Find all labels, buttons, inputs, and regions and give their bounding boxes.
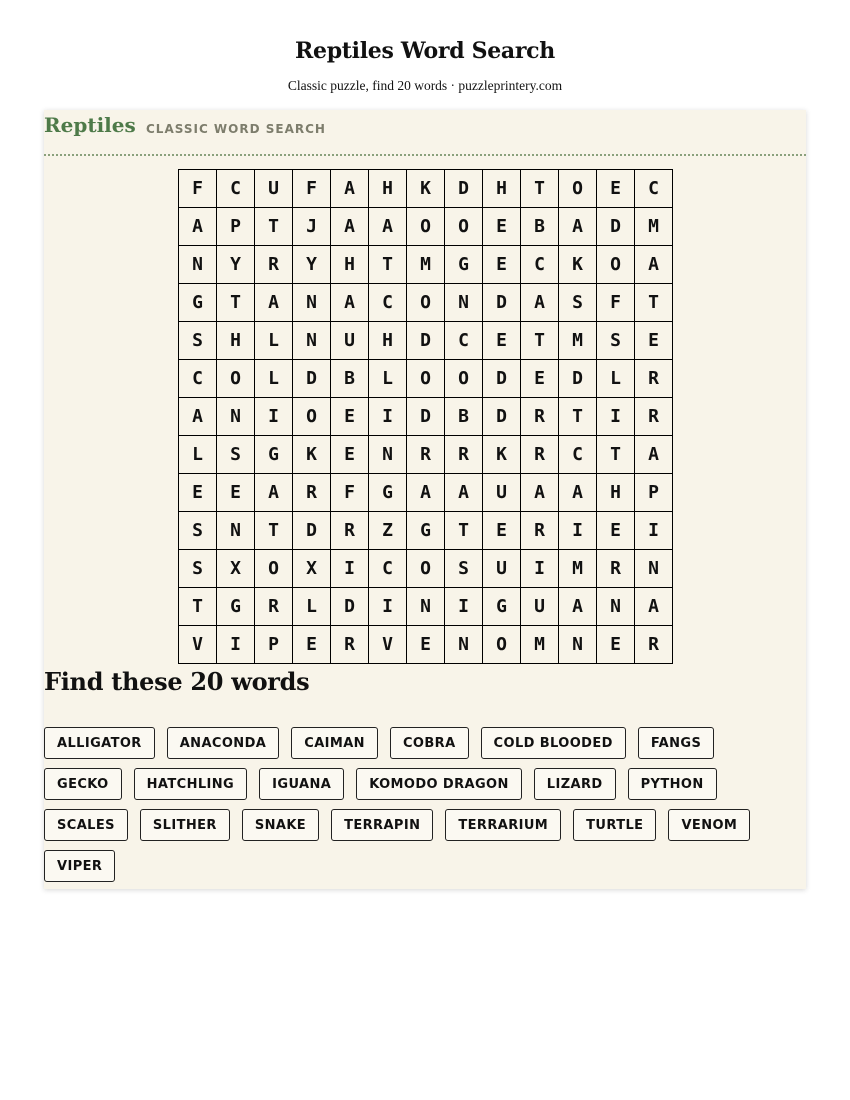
grid-cell[interactable]: E xyxy=(331,436,369,474)
grid-cell[interactable]: L xyxy=(179,436,217,474)
word-chip[interactable]: ANACONDA xyxy=(167,727,280,759)
grid-cell[interactable]: C xyxy=(635,170,673,208)
grid-cell[interactable]: N xyxy=(179,246,217,284)
grid-cell[interactable]: O xyxy=(255,550,293,588)
grid-cell[interactable]: E xyxy=(483,512,521,550)
grid-cell[interactable]: A xyxy=(179,398,217,436)
word-chip[interactable]: GECKO xyxy=(44,768,122,800)
grid-cell[interactable]: R xyxy=(293,474,331,512)
grid-cell[interactable]: F xyxy=(331,474,369,512)
grid-cell[interactable]: H xyxy=(217,322,255,360)
grid-cell[interactable]: A xyxy=(521,284,559,322)
grid-cell[interactable]: E xyxy=(179,474,217,512)
grid-cell[interactable]: T xyxy=(217,284,255,322)
grid-cell[interactable]: I xyxy=(597,398,635,436)
grid-cell[interactable]: F xyxy=(179,170,217,208)
grid-cell[interactable]: V xyxy=(179,626,217,664)
word-chip[interactable]: COLD BLOODED xyxy=(481,727,626,759)
grid-cell[interactable]: E xyxy=(217,474,255,512)
puzzle-card xyxy=(44,110,806,889)
grid-cell[interactable]: O xyxy=(217,360,255,398)
word-chip[interactable]: ALLIGATOR xyxy=(44,727,155,759)
grid-cell[interactable]: T xyxy=(597,436,635,474)
grid-cell[interactable]: G xyxy=(369,474,407,512)
grid-cell[interactable]: A xyxy=(331,170,369,208)
grid-cell[interactable]: L xyxy=(369,360,407,398)
grid-cell[interactable]: O xyxy=(407,550,445,588)
grid-cell[interactable]: S xyxy=(179,550,217,588)
grid-cell[interactable]: O xyxy=(445,208,483,246)
grid-cell[interactable]: N xyxy=(217,398,255,436)
grid-cell[interactable]: D xyxy=(483,284,521,322)
grid-cell[interactable]: M xyxy=(407,246,445,284)
grid-cell[interactable]: L xyxy=(597,360,635,398)
grid-cell[interactable]: E xyxy=(521,360,559,398)
grid-cell[interactable]: I xyxy=(445,588,483,626)
grid-cell[interactable]: A xyxy=(445,474,483,512)
grid-cell[interactable]: R xyxy=(331,626,369,664)
grid-cell[interactable]: E xyxy=(483,208,521,246)
grid-cell[interactable]: U xyxy=(521,588,559,626)
grid-cell[interactable]: R xyxy=(331,512,369,550)
grid-cell[interactable]: E xyxy=(597,626,635,664)
grid-cell[interactable]: Y xyxy=(217,246,255,284)
grid-cell[interactable]: H xyxy=(331,246,369,284)
grid-cell[interactable]: D xyxy=(597,208,635,246)
grid-cell[interactable]: T xyxy=(521,322,559,360)
grid-cell[interactable]: N xyxy=(407,588,445,626)
grid-cell[interactable]: S xyxy=(597,322,635,360)
card-tag: CLASSIC WORD SEARCH xyxy=(146,122,326,136)
grid-cell[interactable]: N xyxy=(559,626,597,664)
grid-cell[interactable]: T xyxy=(521,170,559,208)
grid-cell[interactable]: E xyxy=(483,246,521,284)
grid-cell[interactable]: N xyxy=(597,588,635,626)
grid-cell[interactable]: O xyxy=(445,360,483,398)
grid-cell[interactable]: C xyxy=(445,322,483,360)
grid-cell[interactable]: C xyxy=(369,284,407,322)
grid-cell[interactable]: E xyxy=(635,322,673,360)
word-chip[interactable]: SCALES xyxy=(44,809,128,841)
grid-cell[interactable]: C xyxy=(179,360,217,398)
grid-cell[interactable]: D xyxy=(483,360,521,398)
letter-grid xyxy=(178,169,673,664)
words-heading: Find these 20 words xyxy=(44,667,310,696)
word-chip[interactable]: VENOM xyxy=(668,809,750,841)
grid-cell[interactable]: R xyxy=(635,398,673,436)
grid-cell[interactable]: P xyxy=(217,208,255,246)
grid-cell[interactable]: A xyxy=(369,208,407,246)
grid-cell[interactable]: K xyxy=(559,246,597,284)
grid-cell[interactable]: R xyxy=(407,436,445,474)
grid-cell[interactable]: A xyxy=(521,474,559,512)
word-chip[interactable]: KOMODO DRAGON xyxy=(356,768,522,800)
grid-cell[interactable]: X xyxy=(217,550,255,588)
word-chip[interactable]: COBRA xyxy=(390,727,469,759)
grid-cell[interactable]: U xyxy=(483,474,521,512)
grid-cell[interactable]: Y xyxy=(293,246,331,284)
grid-cell[interactable]: N xyxy=(445,626,483,664)
grid-cell[interactable]: R xyxy=(521,436,559,474)
grid-cell[interactable]: L xyxy=(293,588,331,626)
grid-cell[interactable]: I xyxy=(369,398,407,436)
grid-cell[interactable]: D xyxy=(407,322,445,360)
word-chip[interactable]: TURTLE xyxy=(573,809,656,841)
grid-cell[interactable]: O xyxy=(293,398,331,436)
grid-cell[interactable]: T xyxy=(369,246,407,284)
grid-cell[interactable]: R xyxy=(521,512,559,550)
grid-cell[interactable]: T xyxy=(255,512,293,550)
grid-cell[interactable]: U xyxy=(331,322,369,360)
grid-cell[interactable]: H xyxy=(597,474,635,512)
grid-cell[interactable]: P xyxy=(635,474,673,512)
grid-cell[interactable]: G xyxy=(445,246,483,284)
grid-cell[interactable]: D xyxy=(293,512,331,550)
grid-cell[interactable]: D xyxy=(445,170,483,208)
word-chip[interactable]: SLITHER xyxy=(140,809,230,841)
word-chip[interactable]: TERRARIUM xyxy=(445,809,561,841)
grid-cell[interactable]: U xyxy=(483,550,521,588)
grid-cell[interactable]: S xyxy=(179,322,217,360)
page-subtitle: Classic puzzle, find 20 words · puzzleprintery.com xyxy=(287,78,563,93)
grid-cell[interactable]: G xyxy=(255,436,293,474)
grid-cell[interactable]: D xyxy=(559,360,597,398)
grid-cell[interactable]: R xyxy=(445,436,483,474)
grid-cell[interactable]: J xyxy=(293,208,331,246)
grid-cell[interactable]: I xyxy=(635,512,673,550)
page-title: Reptiles Word Search xyxy=(295,38,555,64)
grid-cell[interactable]: A xyxy=(559,474,597,512)
grid-cell[interactable]: A xyxy=(255,284,293,322)
grid-cell[interactable]: T xyxy=(559,398,597,436)
grid-cell[interactable]: N xyxy=(293,284,331,322)
grid-cell[interactable]: S xyxy=(445,550,483,588)
grid-cell[interactable]: D xyxy=(483,398,521,436)
grid-cell[interactable]: A xyxy=(331,208,369,246)
grid-cell[interactable]: D xyxy=(293,360,331,398)
grid-cell[interactable]: C xyxy=(559,436,597,474)
grid-cell[interactable]: V xyxy=(369,626,407,664)
grid-cell[interactable]: M xyxy=(635,208,673,246)
grid-cell[interactable]: O xyxy=(407,208,445,246)
grid-cell[interactable]: O xyxy=(483,626,521,664)
grid-cell[interactable]: D xyxy=(331,588,369,626)
grid-cell[interactable]: I xyxy=(521,550,559,588)
grid-cell[interactable]: A xyxy=(179,208,217,246)
grid-cell[interactable]: A xyxy=(635,436,673,474)
grid-cell[interactable]: I xyxy=(559,512,597,550)
grid-cell[interactable]: I xyxy=(331,550,369,588)
grid-cell[interactable]: I xyxy=(217,626,255,664)
grid-cell[interactable]: O xyxy=(407,284,445,322)
word-chip[interactable]: LIZARD xyxy=(534,768,616,800)
grid-cell[interactable]: S xyxy=(217,436,255,474)
grid-cell[interactable]: H xyxy=(483,170,521,208)
grid-cell[interactable]: C xyxy=(369,550,407,588)
word-list xyxy=(44,727,784,882)
word-chip[interactable]: SNAKE xyxy=(242,809,319,841)
grid-cell[interactable]: Z xyxy=(369,512,407,550)
grid-cell[interactable]: A xyxy=(331,284,369,322)
grid-cell[interactable]: A xyxy=(635,588,673,626)
grid-cell[interactable]: T xyxy=(179,588,217,626)
grid-cell[interactable]: L xyxy=(255,322,293,360)
grid-cell[interactable]: S xyxy=(559,284,597,322)
grid-cell[interactable]: N xyxy=(217,512,255,550)
grid-cell[interactable]: E xyxy=(331,398,369,436)
grid-cell[interactable]: M xyxy=(559,322,597,360)
grid-cell[interactable]: T xyxy=(255,208,293,246)
card-title: Reptiles xyxy=(44,113,136,137)
grid-cell[interactable]: T xyxy=(635,284,673,322)
grid-cell[interactable]: F xyxy=(293,170,331,208)
grid-cell[interactable]: R xyxy=(597,550,635,588)
grid-cell[interactable]: G xyxy=(483,588,521,626)
word-chip[interactable]: PYTHON xyxy=(628,768,717,800)
grid-cell[interactable]: R xyxy=(255,588,293,626)
grid-cell[interactable]: R xyxy=(255,246,293,284)
grid-cell[interactable]: O xyxy=(597,246,635,284)
grid-cell[interactable]: O xyxy=(559,170,597,208)
card-header xyxy=(44,110,806,156)
grid-cell[interactable]: N xyxy=(369,436,407,474)
grid-cell[interactable]: F xyxy=(597,284,635,322)
grid-cell[interactable]: E xyxy=(597,170,635,208)
grid-cell[interactable]: K xyxy=(407,170,445,208)
grid-cell[interactable]: E xyxy=(597,512,635,550)
grid-cell[interactable]: A xyxy=(255,474,293,512)
grid-cell[interactable]: N xyxy=(635,550,673,588)
grid-cell[interactable]: O xyxy=(407,360,445,398)
grid-cell[interactable]: A xyxy=(559,588,597,626)
grid-cell[interactable]: R xyxy=(635,360,673,398)
grid-cell[interactable]: D xyxy=(407,398,445,436)
grid-cell[interactable]: S xyxy=(179,512,217,550)
word-chip[interactable]: CAIMAN xyxy=(291,727,378,759)
grid-cell[interactable]: N xyxy=(445,284,483,322)
word-chip[interactable]: IGUANA xyxy=(259,768,344,800)
word-chip[interactable]: VIPER xyxy=(44,850,115,882)
word-chip[interactable]: TERRAPIN xyxy=(331,809,433,841)
grid-cell[interactable]: N xyxy=(293,322,331,360)
grid-cell[interactable]: L xyxy=(255,360,293,398)
grid-cell[interactable]: B xyxy=(445,398,483,436)
grid-cell[interactable]: G xyxy=(179,284,217,322)
grid-cell[interactable]: U xyxy=(255,170,293,208)
grid-cell[interactable]: P xyxy=(255,626,293,664)
grid-cell[interactable]: X xyxy=(293,550,331,588)
grid-cell[interactable]: A xyxy=(407,474,445,512)
grid-cell[interactable]: M xyxy=(521,626,559,664)
grid-cell[interactable]: E xyxy=(483,322,521,360)
grid-cell[interactable]: A xyxy=(635,246,673,284)
grid-cell[interactable]: G xyxy=(217,588,255,626)
grid-cell[interactable]: I xyxy=(255,398,293,436)
grid-cell[interactable]: E xyxy=(407,626,445,664)
grid-cell[interactable]: A xyxy=(559,208,597,246)
grid-cell[interactable]: R xyxy=(635,626,673,664)
grid-cell[interactable]: E xyxy=(293,626,331,664)
grid-cell[interactable]: K xyxy=(293,436,331,474)
grid-cell[interactable]: B xyxy=(521,208,559,246)
grid-cell[interactable]: K xyxy=(483,436,521,474)
grid-cell[interactable]: T xyxy=(445,512,483,550)
word-chip[interactable]: HATCHLING xyxy=(134,768,248,800)
grid-cell[interactable]: C xyxy=(521,246,559,284)
word-chip[interactable]: FANGS xyxy=(638,727,714,759)
grid-cell[interactable]: H xyxy=(369,322,407,360)
grid-cell[interactable]: C xyxy=(217,170,255,208)
grid-cell[interactable]: B xyxy=(331,360,369,398)
grid-cell[interactable]: R xyxy=(521,398,559,436)
grid-cell[interactable]: M xyxy=(559,550,597,588)
grid-cell[interactable]: H xyxy=(369,170,407,208)
grid-cell[interactable]: G xyxy=(407,512,445,550)
grid-cell[interactable]: I xyxy=(369,588,407,626)
